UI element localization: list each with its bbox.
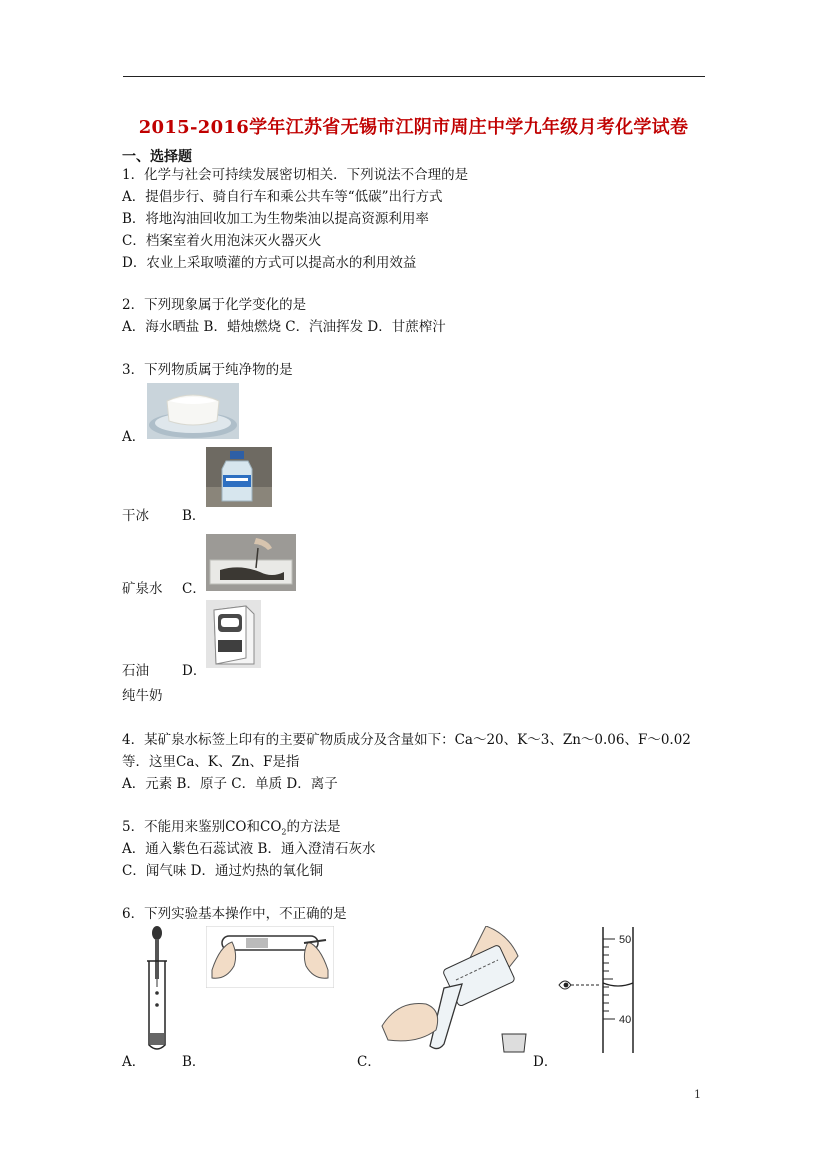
graduated-cylinder-diagram: [555, 925, 639, 1055]
pouring-liquid-diagram: [378, 926, 530, 1056]
q3-label-c: C．: [182, 581, 206, 597]
q6-label-c: C．: [357, 1054, 381, 1070]
milk-carton-image: [206, 600, 261, 668]
heating-test-tube-diagram: [206, 926, 334, 988]
page-number: 1: [694, 1088, 701, 1101]
q3-answer-d: 纯牛奶: [122, 688, 163, 704]
q5-options-line1: A．通入紫色石蕊试液 B．通入澄清石灰水: [122, 841, 376, 857]
q1-option-d: D．农业上采取喷灌的方式可以提高水的利用效益: [122, 255, 417, 271]
q5-stem: [122, 818, 340, 842]
q2-stem: 2．下列现象属于化学变化的是: [122, 297, 307, 313]
q3-label-b: B．: [182, 508, 206, 524]
q6-label-a: A．: [122, 1054, 146, 1070]
petroleum-image: [206, 534, 296, 591]
cylinder-tick-40: 40: [619, 1014, 632, 1026]
q3-answer-a: 干冰: [122, 508, 149, 524]
dropper-test-tube-diagram: [145, 925, 169, 1055]
q1-option-c: C．档案室着火用泡沫灭火器灭火: [122, 233, 322, 249]
mineral-water-image: [206, 447, 272, 507]
q3-label-d: D．: [182, 663, 207, 679]
q4-stem-line2: 等．这里Ca、K、Zn、F是指: [122, 754, 300, 770]
q1-option-b: B．将地沟油回收加工为生物柴油以提高资源利用率: [122, 211, 429, 227]
q6-label-d: D．: [533, 1054, 558, 1070]
q5-stem-sub: 2: [281, 827, 287, 837]
q2-options: A．海水晒盐 B．蜡烛燃烧 C．汽油挥发 D．甘蔗榨汁: [122, 319, 446, 335]
q5-stem-post: 的方法是: [286, 819, 341, 835]
q5-stem-pre: 5．不能用来鉴别CO和CO: [122, 819, 282, 835]
q6-label-b: B．: [182, 1054, 206, 1070]
header-rule: [123, 76, 705, 77]
q5-options-line2: C．闻气味 D．通过灼热的氧化铜: [122, 863, 323, 879]
dry-ice-image: [147, 383, 239, 439]
q6-stem: 6．下列实验基本操作中，不正确的是: [122, 906, 347, 922]
q4-stem-line1: 4．某矿泉水标签上印有的主要矿物质成分及含量如下：Ca～20、K～3、Zn～0.06、F～0.02: [122, 732, 691, 748]
page-title: 2015-2016学年江苏省无锡市江阴市周庄中学九年级月考化学试卷: [138, 117, 689, 138]
cylinder-tick-50: 50: [619, 934, 632, 946]
section-heading: 一、选择题: [122, 149, 192, 165]
q1-stem: 1．化学与社会可持续发展密切相关．下列说法不合理的是: [122, 167, 469, 183]
q3-label-a: A．: [122, 429, 146, 445]
q4-options: A．元素 B．原子 C．单质 D．离子: [122, 776, 338, 792]
q3-answer-b: 矿泉水: [122, 581, 163, 597]
q1-option-a: A．提倡步行、骑自行车和乘公共车等“低碳”出行方式: [122, 189, 443, 205]
q3-stem: 3．下列物质属于纯净物的是: [122, 362, 293, 378]
q3-answer-c: 石油: [122, 663, 149, 679]
